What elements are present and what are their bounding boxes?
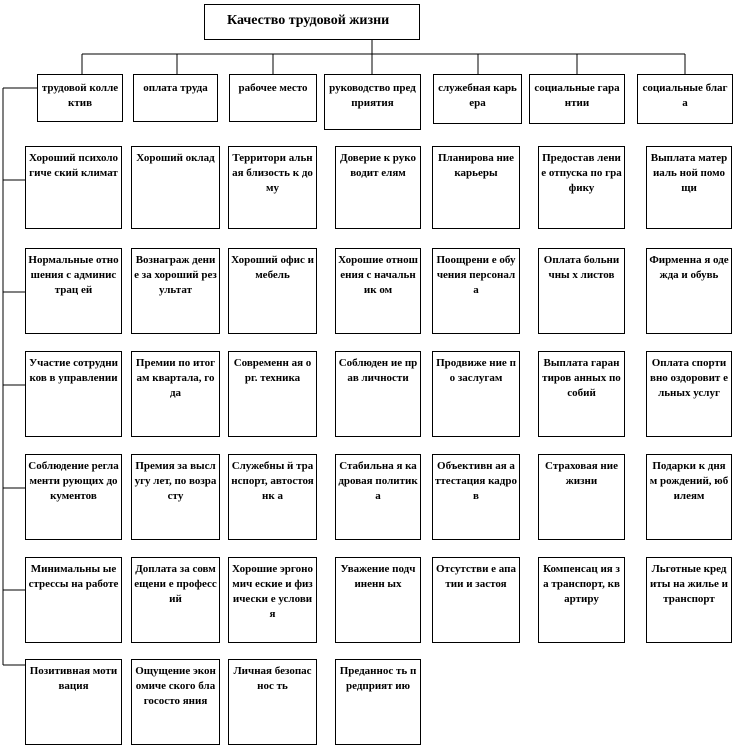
item-management-1: Доверие к руководит елям (335, 146, 421, 229)
item-benefits-5: Льготные кредиты на жилье и транспорт (646, 557, 732, 643)
category-pay: оплата труда (133, 74, 218, 122)
item-labor-4: Соблюдение регламенти рующих документов (25, 454, 122, 540)
item-guarantees-1: Предостав ление отпуска по графику (538, 146, 625, 229)
item-career-3: Продвиже ние по заслугам (432, 351, 520, 437)
diagram-title: Качество трудовой жизни (204, 4, 420, 40)
item-benefits-1: Выплата материаль ной помощи (646, 146, 732, 229)
category-management: руководство предприятия (324, 74, 421, 130)
item-benefits-2: Фирменна я одежда и обувь (646, 248, 732, 334)
item-labor-1: Хороший психологиче ский климат (25, 146, 122, 229)
item-guarantees-4: Страховая ние жизни (538, 454, 625, 540)
item-workplace-2: Хороший офис и мебель (228, 248, 317, 334)
item-pay-4: Премия за выслугу лет, по возрасту (131, 454, 220, 540)
item-guarantees-2: Оплата больничны х листов (538, 248, 625, 334)
item-career-2: Поощрени е обучения персонала (432, 248, 520, 334)
item-pay-5: Доплата за совмещени е профессий (131, 557, 220, 643)
item-management-2: Хорошие отношения с начальник ом (335, 248, 421, 334)
item-pay-1: Хороший оклад (131, 146, 220, 229)
item-career-1: Планирова ние карьеры (432, 146, 520, 229)
item-guarantees-5: Компенсац ия за транспорт, квартиру (538, 557, 625, 643)
category-career: служебная карьера (433, 74, 522, 124)
item-workplace-5: Хорошие эргономич еские и физически е условия (228, 557, 317, 643)
category-labor-collective: трудовой коллектив (37, 74, 123, 122)
item-workplace-1: Территори альная близость к дому (228, 146, 317, 229)
item-workplace-6: Личная безопаснос ть (228, 659, 317, 745)
item-workplace-4: Служебны й транспорт, автостоянк а (228, 454, 317, 540)
category-social-benefits: социальные блага (637, 74, 733, 124)
item-management-5: Уважение подчиненн ых (335, 557, 421, 643)
category-workplace: рабочее место (229, 74, 317, 122)
item-labor-6: Позитивная мотивация (25, 659, 122, 745)
item-career-5: Отсутстви е апатии и застоя (432, 557, 520, 643)
item-pay-6: Ощущение экономиче ского благососто яния (131, 659, 220, 745)
item-labor-2: Нормальные отношения с администрац ей (25, 248, 122, 334)
item-pay-3: Премии по итогам квартала, года (131, 351, 220, 437)
item-guarantees-3: Выплата гарантиров анных пособий (538, 351, 625, 437)
item-pay-2: Вознаграж дение за хороший результат (131, 248, 220, 334)
item-benefits-3: Оплата спортивно оздоровит ельных услуг (646, 351, 732, 437)
item-career-4: Объективн ая аттестация кадров (432, 454, 520, 540)
item-benefits-4: Подарки к дням рождений, юбилеям (646, 454, 732, 540)
item-management-4: Стабильна я кадровая политика (335, 454, 421, 540)
item-management-6: Преданнос ть предприят ию (335, 659, 421, 745)
category-social-guarantees: социальные гарантии (529, 74, 625, 124)
item-management-3: Соблюден ие прав личности (335, 351, 421, 437)
item-workplace-3: Современн ая орг. техника (228, 351, 317, 437)
item-labor-5: Минимальны ые стрессы на работе (25, 557, 122, 643)
item-labor-3: Участие сотрудников в управлении (25, 351, 122, 437)
